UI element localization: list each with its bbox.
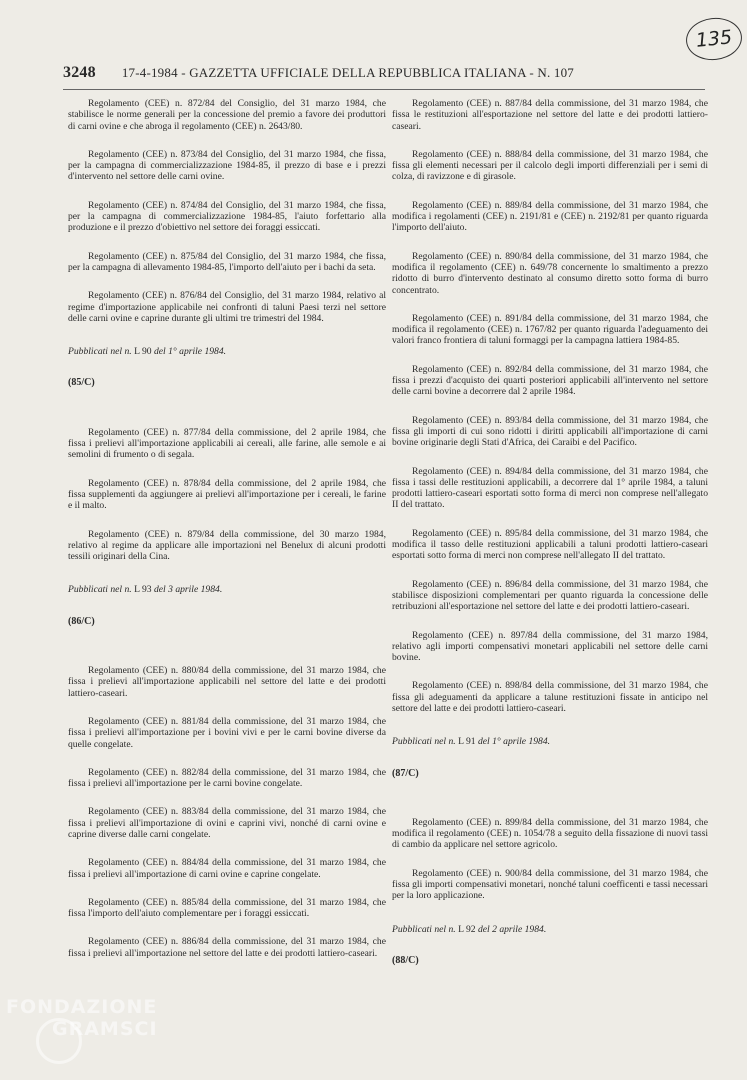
right-column	[392, 98, 708, 1044]
watermark-logo-icon	[36, 1018, 82, 1064]
header-rule	[63, 89, 705, 90]
regulation-entry: Regolamento (CEE) n. 881/84 della commissione, del 31 marzo 1984, che fissa i prelievi all'importazione per i bovini vivi e per le carni bovine diverse da quelle congelate.	[68, 715, 386, 750]
regulation-entry: Regolamento (CEE) n. 893/84 della commissione, del 31 marzo 1984, che fissa gli importi di cui sono ridotti i diritti applicabili all'importazione di carni bovine originarie degli Stati d'Africa, dei Caraibi e del Pacifico.	[392, 414, 708, 449]
regulation-entry: Regolamento (CEE) n. 876/84 del Consiglio, del 31 marzo 1984, relativo al regime d'importazione applicabile nei confronti di taluni Paesi terzi nel settore delle carni ovine e caprine durante gli ultimi tre trimestri del 1984.	[68, 290, 386, 324]
regulation-entry: Regolamento (CEE) n. 888/84 della commissione, del 31 marzo 1984, che fissa gli elementi necessari per il calcolo degli importi differenziali per i semi di colza, di ravizzone e di girasole.	[392, 148, 708, 183]
regulation-entry: Regolamento (CEE) n. 898/84 della commissione, del 31 marzo 1984, che fissa gli adeguamenti da applicare a talune restituzioni fissate in anticipo nel settore del latte e dei prodotti lattiero-caseari.	[392, 680, 708, 714]
page-number: 3248	[63, 64, 96, 81]
handwritten-page-stamp: 135	[684, 15, 744, 63]
regulation-entry: Regolamento (CEE) n. 891/84 della commissione, del 31 marzo 1984, che modifica il regolamento (CEE) n. 1767/82 per quanto riguarda l'adeguamento dei valori franco frontiera di taluni formaggi per la campagna lattiera 1984-85.	[392, 312, 708, 347]
regulation-entry: Regolamento (CEE) n. 884/84 della commissione, del 31 marzo 1984, che fissa i prelievi all'importazione di carni ovine e caprine congelate.	[68, 857, 386, 880]
regulation-entry: Regolamento (CEE) n. 900/84 della commissione, del 31 marzo 1984, che fissa gli importi compensativi monetari, nonché taluni coefficenti e tassi necessari per la loro applicazione.	[392, 867, 708, 902]
publication-note: Pubblicati nel n. L 92 del 2 aprile 1984.	[392, 923, 547, 935]
section-code: (86/C)	[68, 615, 95, 627]
regulation-entry: Regolamento (CEE) n. 880/84 della commissione, del 31 marzo 1984, che fissa i prelievi all'importazione applicabili nel settore del latte e dei prodotti lattiero-caseari.	[68, 665, 386, 699]
gazette-title: 17-4-1984 - GAZZETTA UFFICIALE DELLA REPUBBLICA ITALIANA - N. 107	[121, 65, 574, 80]
regulation-entry: Regolamento (CEE) n. 872/84 del Consiglio, del 31 marzo 1984, che stabilisce le norme generali per la concessione del premio a favore dei produttori di carni ovine e che abroga il regolamento (CEE) n. 2643/80.	[68, 98, 386, 132]
regulation-entry: Regolamento (CEE) n. 882/84 della commissione, del 31 marzo 1984, che fissa i prelievi all'importazione per le carni bovine congelate.	[68, 766, 386, 790]
regulation-entry: Regolamento (CEE) n. 879/84 della commissione, del 30 marzo 1984, relativo al regime da applicare alle importazioni nel Benelux di alcuni prodotti tessili originari della Cina.	[68, 528, 386, 563]
regulation-entry: Regolamento (CEE) n. 892/84 della commissione, del 31 marzo 1984, che fissa i prezzi d'acquisto dei quarti posteriori applicabili all'intervento nel settore delle carni bovine a decorrere dal 2 aprile 1984.	[392, 363, 708, 398]
regulation-entry: Regolamento (CEE) n. 896/84 della commissione, del 31 marzo 1984, che stabilisce disposizioni complementari per quanto riguarda la concessione delle retribuzioni all'esportazione nel settore del latte e dei prodotti lattiero-caseari.	[392, 578, 708, 613]
publication-note: Pubblicati nel n. L 93 del 3 aprile 1984.	[68, 584, 223, 596]
regulation-entry: Regolamento (CEE) n. 887/84 della commissione, del 31 marzo 1984, che fissa le restituzioni all'esportazione nel settore del latte e dei prodotti lattiero-caseari.	[392, 98, 708, 132]
regulation-entry: Regolamento (CEE) n. 873/84 del Consiglio, del 31 marzo 1984, che fissa, per la campagna di commercializzazione 1984-85, il prezzo di base e i prezzi d'intervento nel settore delle carni ovine.	[68, 148, 386, 183]
regulation-entry: Regolamento (CEE) n. 899/84 della commissione, del 31 marzo 1984, che modifica il regolamento (CEE) n. 1054/78 a seguito della fissazione di nuovi tassi di cambio da applicare nel settore agricolo.	[392, 816, 708, 851]
regulation-entry: Regolamento (CEE) n. 889/84 della commissione, del 31 marzo 1984, che modifica i regolamenti (CEE) n. 2191/81 e (CEE) n. 2192/81 per quanto riguarda l'importo dell'aiuto.	[392, 199, 708, 234]
regulation-entry: Regolamento (CEE) n. 878/84 della commissione, del 2 aprile 1984, che fissa supplementi da aggiungere ai prelievi all'importazione per i cereali, le farine e il malto.	[68, 477, 386, 512]
regulation-entry: Regolamento (CEE) n. 885/84 della commissione, del 31 marzo 1984, che fissa l'importo dell'aiuto complementare per i foraggi essiccati.	[68, 896, 386, 920]
regulation-entry: Regolamento (CEE) n. 877/84 della commissione, del 2 aprile 1984, che fissa i prelievi all'importazione applicabili ai cereali, alle farine, alle semole e ai semolini di frumento o di segala.	[68, 426, 386, 461]
publication-note: Pubblicati nel n. L 90 del 1° aprile 1984.	[68, 346, 227, 358]
regulation-entry: Regolamento (CEE) n. 886/84 della commissione, del 31 marzo 1984, che fissa i prelievi all'importazione nel settore del latte e dei prodotti lattiero-caseari.	[68, 936, 386, 959]
regulation-entry: Regolamento (CEE) n. 895/84 della commissione, del 31 marzo 1984, che modifica il tasso delle restituzioni applicabili a taluni prodotti lattiero-caseari esportati sotto forma di merci non comprese nell'allegato II del trattato.	[392, 527, 708, 562]
page-header	[63, 64, 703, 86]
left-column	[68, 98, 386, 1044]
section-code: (87/C)	[392, 767, 419, 779]
archive-watermark: FONDAZIONE GRAMSCI	[6, 996, 196, 1040]
section-code: (88/C)	[392, 954, 419, 966]
regulation-entry: Regolamento (CEE) n. 897/84 della commissione, del 31 marzo 1984, relativo agli importi compensativi monetari applicabili nel settore delle carni bovine.	[392, 629, 708, 664]
section-code: (85/C)	[68, 377, 95, 389]
regulation-entry: Regolamento (CEE) n. 890/84 della commissione, del 31 marzo 1984, che modifica il regolamento (CEE) n. 649/78 concernente lo smaltimento a prezzo ridotto di burro d'intervento destinato al consumo diretto sotto forma di burro concentrato.	[392, 250, 708, 296]
regulation-entry: Regolamento (CEE) n. 883/84 della commissione, del 31 marzo 1984, che fissa i prelievi all'importazione di ovini e caprini vivi, nonché di carni ovine e caprine diverse dalle carni congelate.	[68, 806, 386, 840]
publication-note: Pubblicati nel n. L 91 del 1° aprile 1984.	[392, 736, 551, 748]
regulation-entry: Regolamento (CEE) n. 875/84 del Consiglio, del 31 marzo 1984, che fissa, per la campagna di allevamento 1984-85, l'importo dell'aiuto per i bachi da seta.	[68, 250, 386, 273]
regulation-entry: Regolamento (CEE) n. 874/84 del Consiglio, del 31 marzo 1984, che fissa, per la campagna di commercializzazione 1984-85, l'aiuto forfettario alla produzione e il prezzo d'obiettivo nel settore dei foraggi essiccati.	[68, 199, 386, 234]
regulation-entry: Regolamento (CEE) n. 894/84 della commissione, del 31 marzo 1984, che fissa i tassi delle restituzioni applicabili, a decorrere dal 1° aprile 1984, a taluni prodotti lattiero-caseari esportati sotto forma di merci non comprese nell'allegato II del trattato.	[392, 465, 708, 511]
